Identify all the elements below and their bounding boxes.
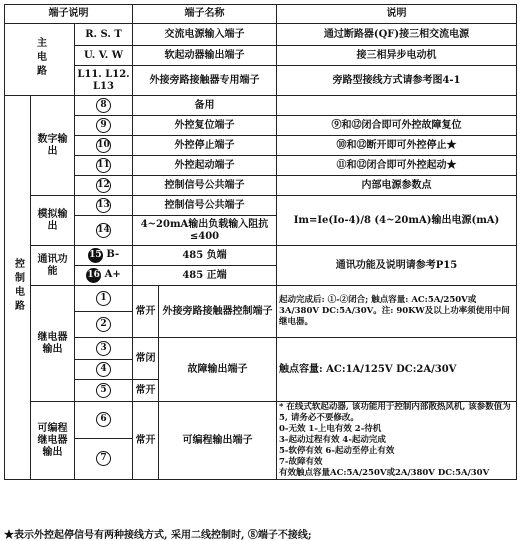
terminal-num: 11: [75, 156, 133, 176]
terminal-num: 5: [75, 380, 133, 402]
comm-name: 485 负端: [133, 246, 277, 266]
terminal-num: 4: [75, 360, 133, 380]
digital-desc: [277, 96, 517, 116]
programmable-desc: * 在线式软起动器, 该功能用于控制内部散热风机, 该参数值为5, 请务必不要修改。 0-无效 1-上电有效 2-待机 3-起动过程有效 4-起动完成 5-软停有效 6-起动至停止有效 7-故障有效 有效触点容量AC:5A/250V或2A/380V DC:5A/30V: [277, 402, 517, 480]
terminal-num: 14: [75, 216, 133, 246]
digital-desc: ⑪和⑫闭合即可外控起动★: [277, 156, 517, 176]
relay-state-no: 常开: [133, 380, 159, 402]
comm-label: 通讯功能: [31, 246, 75, 286]
terminal-num: 7: [75, 438, 133, 479]
analog-desc: Im=Ie(Io-4)/8 (4~20mA)输出电源(mA): [277, 196, 517, 246]
relay-label: 继电器输出: [31, 286, 75, 402]
digital-name: 外控复位端子: [133, 116, 277, 136]
programmable-label: 可编程继电器输出: [31, 402, 75, 480]
header-terminal-name: 端子名称: [133, 5, 277, 24]
main-name-uvw: 软起动器输出端子: [133, 46, 277, 66]
comm-name: 485 正端: [133, 266, 277, 286]
analog-label: 模拟输出: [31, 196, 75, 246]
digital-name: 备用: [133, 96, 277, 116]
digital-name: 控制信号公共端子: [133, 176, 277, 196]
terminal-num: 3: [75, 338, 133, 360]
digital-name: 外控停止端子: [133, 136, 277, 156]
footnote: ★表示外控起停信号有两种接线方式, 采用二线控制时, ⑧端子不接线;: [4, 530, 312, 541]
terminal-num: 13: [75, 196, 133, 216]
programmable-name: 可编程输出端子: [159, 402, 277, 480]
relay-fault-name: 故障输出端子: [159, 338, 277, 402]
relay-bypass-desc: 起动完成后: ①-②闭合; 触点容量: AC:5A/250V或3A/380V DC:5A/30V。注: 90KW及以上功率须使用中间继电器。: [277, 286, 517, 338]
main-terminal-l11: L11. L12. L13: [75, 66, 133, 96]
main-desc-uvw: 接三相异步电动机: [277, 46, 517, 66]
terminal-num: 6: [75, 402, 133, 439]
terminal-num: 9: [75, 116, 133, 136]
main-name-rst: 交流电源输入端子: [133, 24, 277, 46]
terminal-num: 8: [75, 96, 133, 116]
digital-desc: ⑨和⑫闭合即可外控故障复位: [277, 116, 517, 136]
analog-name: 控制信号公共端子: [133, 196, 277, 216]
control-circuit-label: 控制电路: [5, 96, 31, 480]
relay-fault-desc: 触点容量: AC:1A/125V DC:2A/30V: [277, 338, 517, 402]
relay-state: 常开: [133, 286, 159, 338]
digital-desc: ⑩和⑫断开即可外控停止★: [277, 136, 517, 156]
terminal-num: 15 B-: [75, 246, 133, 266]
header-terminal-desc: 端子说明: [5, 5, 133, 24]
terminal-num: 10: [75, 136, 133, 156]
comm-desc: 通讯功能及说明请参考P15: [277, 246, 517, 286]
main-desc-l11: 旁路型接线方式请参考图4-1: [277, 66, 517, 96]
digital-label: 数字输出: [31, 96, 75, 196]
main-terminal-rst: R. S. T: [75, 24, 133, 46]
terminal-table: [4, 4, 517, 480]
main-name-l11: 外接旁路接触器专用端子: [133, 66, 277, 96]
terminal-num: 12: [75, 176, 133, 196]
main-terminal-uvw: U. V. W: [75, 46, 133, 66]
analog-name: 4~20mA输出负载输入阻抗≤400: [133, 216, 277, 246]
digital-desc: 内部电源参数点: [277, 176, 517, 196]
terminal-num: 1: [75, 286, 133, 312]
main-circuit-label: 主电路: [5, 24, 75, 96]
terminal-num: 2: [75, 312, 133, 338]
relay-bypass-name: 外接旁路接触器控制端子: [159, 286, 277, 338]
relay-state-nc: 常闭: [133, 338, 159, 380]
terminal-num: 16 A+: [75, 266, 133, 286]
header-desc: 说明: [277, 5, 517, 24]
main-desc-rst: 通过断路器(QF)接三相交流电源: [277, 24, 517, 46]
digital-name: 外控起动端子: [133, 156, 277, 176]
programmable-state: 常开: [133, 402, 159, 480]
